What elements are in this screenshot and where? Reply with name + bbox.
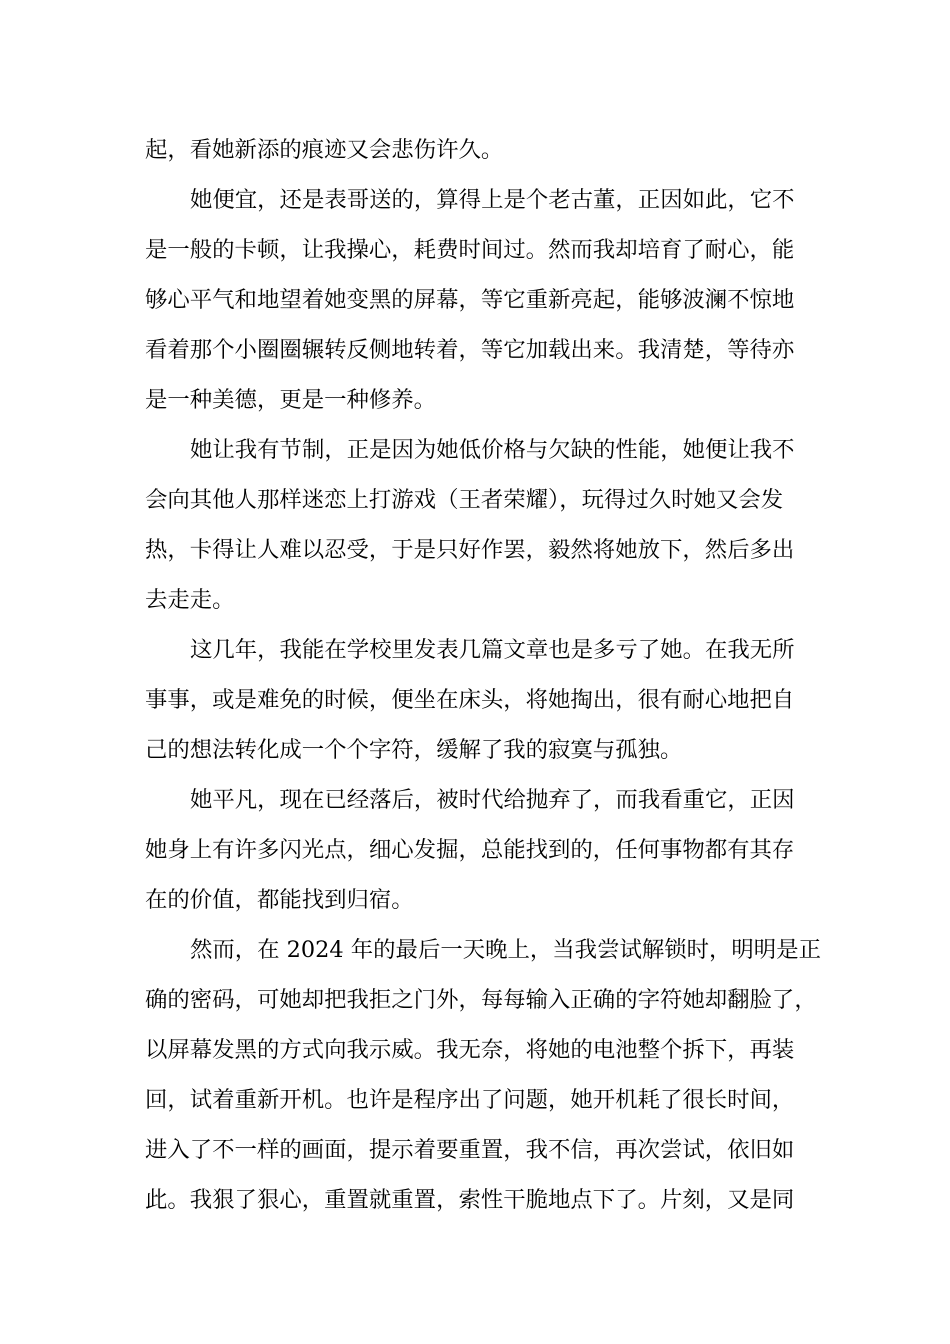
- paragraph-6-line-1: 然而，在 2024 年的最后一天晚上，当我尝试解锁时，明明是正: [190, 937, 821, 963]
- paragraph-2-line-3: 够心平气和地望着她变黑的屏幕，等它重新亮起，能够波澜不惊地: [145, 287, 795, 313]
- paragraph-5-line-3: 在的价值，都能找到归宿。: [145, 887, 414, 913]
- paragraph-3-line-4: 去走走。: [145, 587, 235, 613]
- paragraph-3-line-1: 她让我有节制，正是因为她低价格与欠缺的性能，她便让我不: [190, 437, 795, 463]
- paragraph-4-line-1: 这几年，我能在学校里发表几篇文章也是多亏了她。在我无所: [190, 637, 795, 663]
- paragraph-2-line-5: 是一种美德，更是一种修养。: [145, 387, 437, 413]
- paragraph-6-line-6: 此。我狠了狠心，重置就重置，索性干脆地点下了。片刻，又是同: [145, 1187, 795, 1213]
- paragraph-2-line-4: 看着那个小圈圈辗转反侧地转着，等它加载出来。我清楚，等待亦: [145, 337, 795, 363]
- paragraph-6-line-4: 回，试着重新开机。也许是程序出了问题，她开机耗了很长时间，: [145, 1087, 795, 1113]
- paragraph-3-line-3: 热，卡得让人难以忍受，于是只好作罢，毅然将她放下，然后多出: [145, 537, 795, 563]
- paragraph-4-line-3: 己的想法转化成一个个字符，缓解了我的寂寞与孤独。: [145, 737, 683, 763]
- paragraph-5-line-2: 她身上有许多闪光点，细心发掘，总能找到的，任何事物都有其存: [145, 837, 795, 863]
- paragraph-5-line-1: 她平凡，现在已经落后，被时代给抛弃了，而我看重它，正因: [190, 787, 795, 813]
- paragraph-2-line-1: 她便宜，还是表哥送的，算得上是个老古董，正因如此，它不: [190, 187, 795, 213]
- paragraph-2-line-2: 是一般的卡顿，让我操心，耗费时间过。然而我却培育了耐心，能: [145, 237, 795, 263]
- paragraph-1-line-1: 起，看她新添的痕迹又会悲伤许久。: [145, 137, 504, 163]
- paragraph-6-line-3: 以屏幕发黑的方式向我示威。我无奈，将她的电池整个拆下，再装: [145, 1037, 795, 1063]
- paragraph-6-line-5: 进入了不一样的画面，提示着要重置，我不信，再次尝试，依旧如: [145, 1137, 795, 1163]
- paragraph-4-line-2: 事事，或是难免的时候，便坐在床头，将她掏出，很有耐心地把自: [145, 687, 795, 713]
- paragraph-3-line-2: 会向其他人那样迷恋上打游戏（王者荣耀），玩得过久时她又会发: [145, 487, 784, 513]
- paragraph-6-line-2: 确的密码，可她却把我拒之门外，每每输入正确的字符她却翻脸了，: [145, 987, 817, 1013]
